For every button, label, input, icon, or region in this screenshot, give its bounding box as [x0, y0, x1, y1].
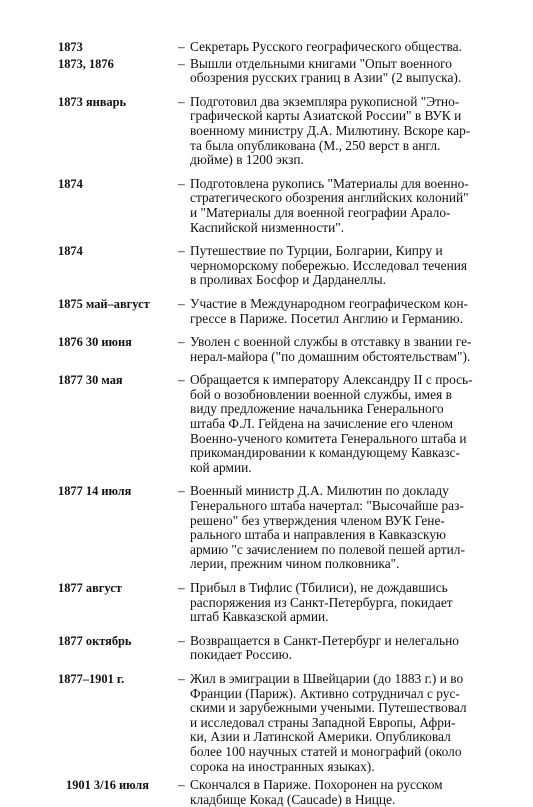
chronology-row	[0, 177, 533, 235]
entry-body	[178, 335, 478, 364]
chronology-row	[0, 57, 533, 86]
entry-body	[178, 484, 478, 572]
entry-dash: –	[178, 334, 185, 350]
entry-date: 1873 январь	[58, 94, 127, 109]
entry-text: Возвращается в Санкт-Петербург и нелегально покидает Россию.	[190, 632, 459, 663]
entry-dash: –	[178, 93, 185, 109]
entry-date: 1877–1901 г.	[58, 671, 125, 686]
entry-body	[178, 244, 478, 288]
entry-date: 1874	[58, 176, 83, 191]
entry-text: Секретарь Русского географического общества.	[190, 39, 462, 54]
entry-dash: –	[178, 483, 185, 499]
entry-text: Участие в Международном географическом кон- грессе в Париже. Посетил Англию и Германию.	[190, 295, 468, 326]
entry-text: Прибыл в Тифлис (Тбилиси), не дождавшись распоряжения из Санкт-Петербурга, покидает штаб Кавказской армии.	[190, 580, 453, 625]
entry-dash: –	[178, 670, 185, 686]
entry-body	[178, 373, 478, 475]
entry-dash: –	[178, 295, 185, 311]
entry-dash: –	[178, 39, 185, 54]
entry-text: Обращается к императору Александру II с прось- бой о возобновлении военной службы, имея в виду предложение начальника Генерального штаба Ф.Л. Гейдена на зачисление его членом Военно-ученого комитета Генерального штаба и прикомандировании к командующему Кавказс- кой армии.	[190, 372, 473, 475]
entry-text: Военный министр Д.А. Милютин по докладу Генерального штаба начертал: "Высочайше раз- решено" без утверждения членом ВУК Гене- рального штаба и направления в Кавказскую армию "с зачислением по полевой пешей артил- лерии, прежним чином полковника".	[190, 483, 465, 572]
chronology-row	[0, 244, 533, 288]
entry-body	[178, 57, 478, 86]
entry-dash: –	[178, 243, 185, 259]
entry-body	[178, 95, 478, 168]
entry-text: Вышли отдельными книгами "Опыт военного обозрения русских границ в Азии" (2 выпуска).	[190, 55, 462, 86]
entry-date: 1877 август	[58, 581, 122, 595]
entry-dash: –	[178, 372, 185, 388]
entry-date: 1875 май–август	[58, 296, 150, 311]
entry-text: Подготовлена рукопись "Материалы для военно- стратегического обозрения английских колоний" и "Материалы для военной географии Арало- Каспийской низменности".	[190, 175, 469, 235]
entry-body	[178, 297, 478, 326]
chronology-row	[0, 672, 533, 774]
entry-dash: –	[178, 175, 185, 191]
entry-date: 1873	[58, 40, 83, 54]
entry-date: 1877 30 мая	[58, 373, 123, 388]
chronology-row	[0, 778, 533, 807]
chronology-row	[0, 40, 533, 55]
entry-text: Подготовил два экземпляра рукописной "Этно- графической карты Азиатской России" в ВУК и военному министру Д.А. Милютину. Вскоре кар- та была опубликована (М., 250 верст в англ. дюйме) в 1200 экзп.	[190, 93, 471, 168]
entry-body	[178, 40, 478, 55]
chronology-row	[0, 335, 533, 364]
entry-date: 1876 30 июня	[58, 335, 132, 350]
entry-dash: –	[178, 580, 185, 595]
chronology-row	[0, 581, 533, 625]
entry-body	[178, 634, 478, 663]
entry-date: 1877 14 июля	[58, 484, 132, 499]
entry-date: 1901 3/16 июля	[66, 778, 149, 793]
chronology-row	[0, 634, 533, 663]
chronology-row	[0, 95, 533, 168]
entry-date: 1874	[58, 244, 83, 259]
chronology-row	[0, 484, 533, 572]
entry-dash: –	[178, 777, 185, 793]
entry-text: Путешествие по Турции, Болгарии, Кипру и черноморскому побережью. Исследовал течения в проливах Босфор и Дарданеллы.	[190, 243, 468, 288]
entry-date: 1873, 1876	[58, 56, 114, 71]
entry-dash: –	[178, 632, 185, 648]
chronology-row	[0, 373, 533, 475]
entry-body	[178, 581, 478, 625]
chronology-page	[0, 40, 533, 807]
entry-body	[178, 778, 478, 807]
chronology-row	[0, 297, 533, 326]
entry-body	[178, 672, 478, 774]
entry-text: Скончался в Париже. Похоронен на русском кладбище Кокад (Caucade) в Ницце.	[190, 777, 443, 807]
entry-date: 1877 октябрь	[58, 633, 132, 648]
entry-dash: –	[178, 55, 185, 71]
entry-body	[178, 177, 478, 235]
entry-text: Уволен с военной службы в отставку в звании ге- нерал-майора ("по домашним обстоятельствам").	[190, 334, 472, 364]
entry-text: Жил в эмиграции в Швейцарии (до 1883 г.) и во Франции (Париж). Активно сотрудничал с рус- скими и зарубежными учеными. Путешествовал и исследовал страны Западной Европы, Афри- ки, Азии и Латинской Америки. Опубликовал более 100 научных статей и монографий (около сорока на иностранных языках).	[190, 670, 467, 774]
